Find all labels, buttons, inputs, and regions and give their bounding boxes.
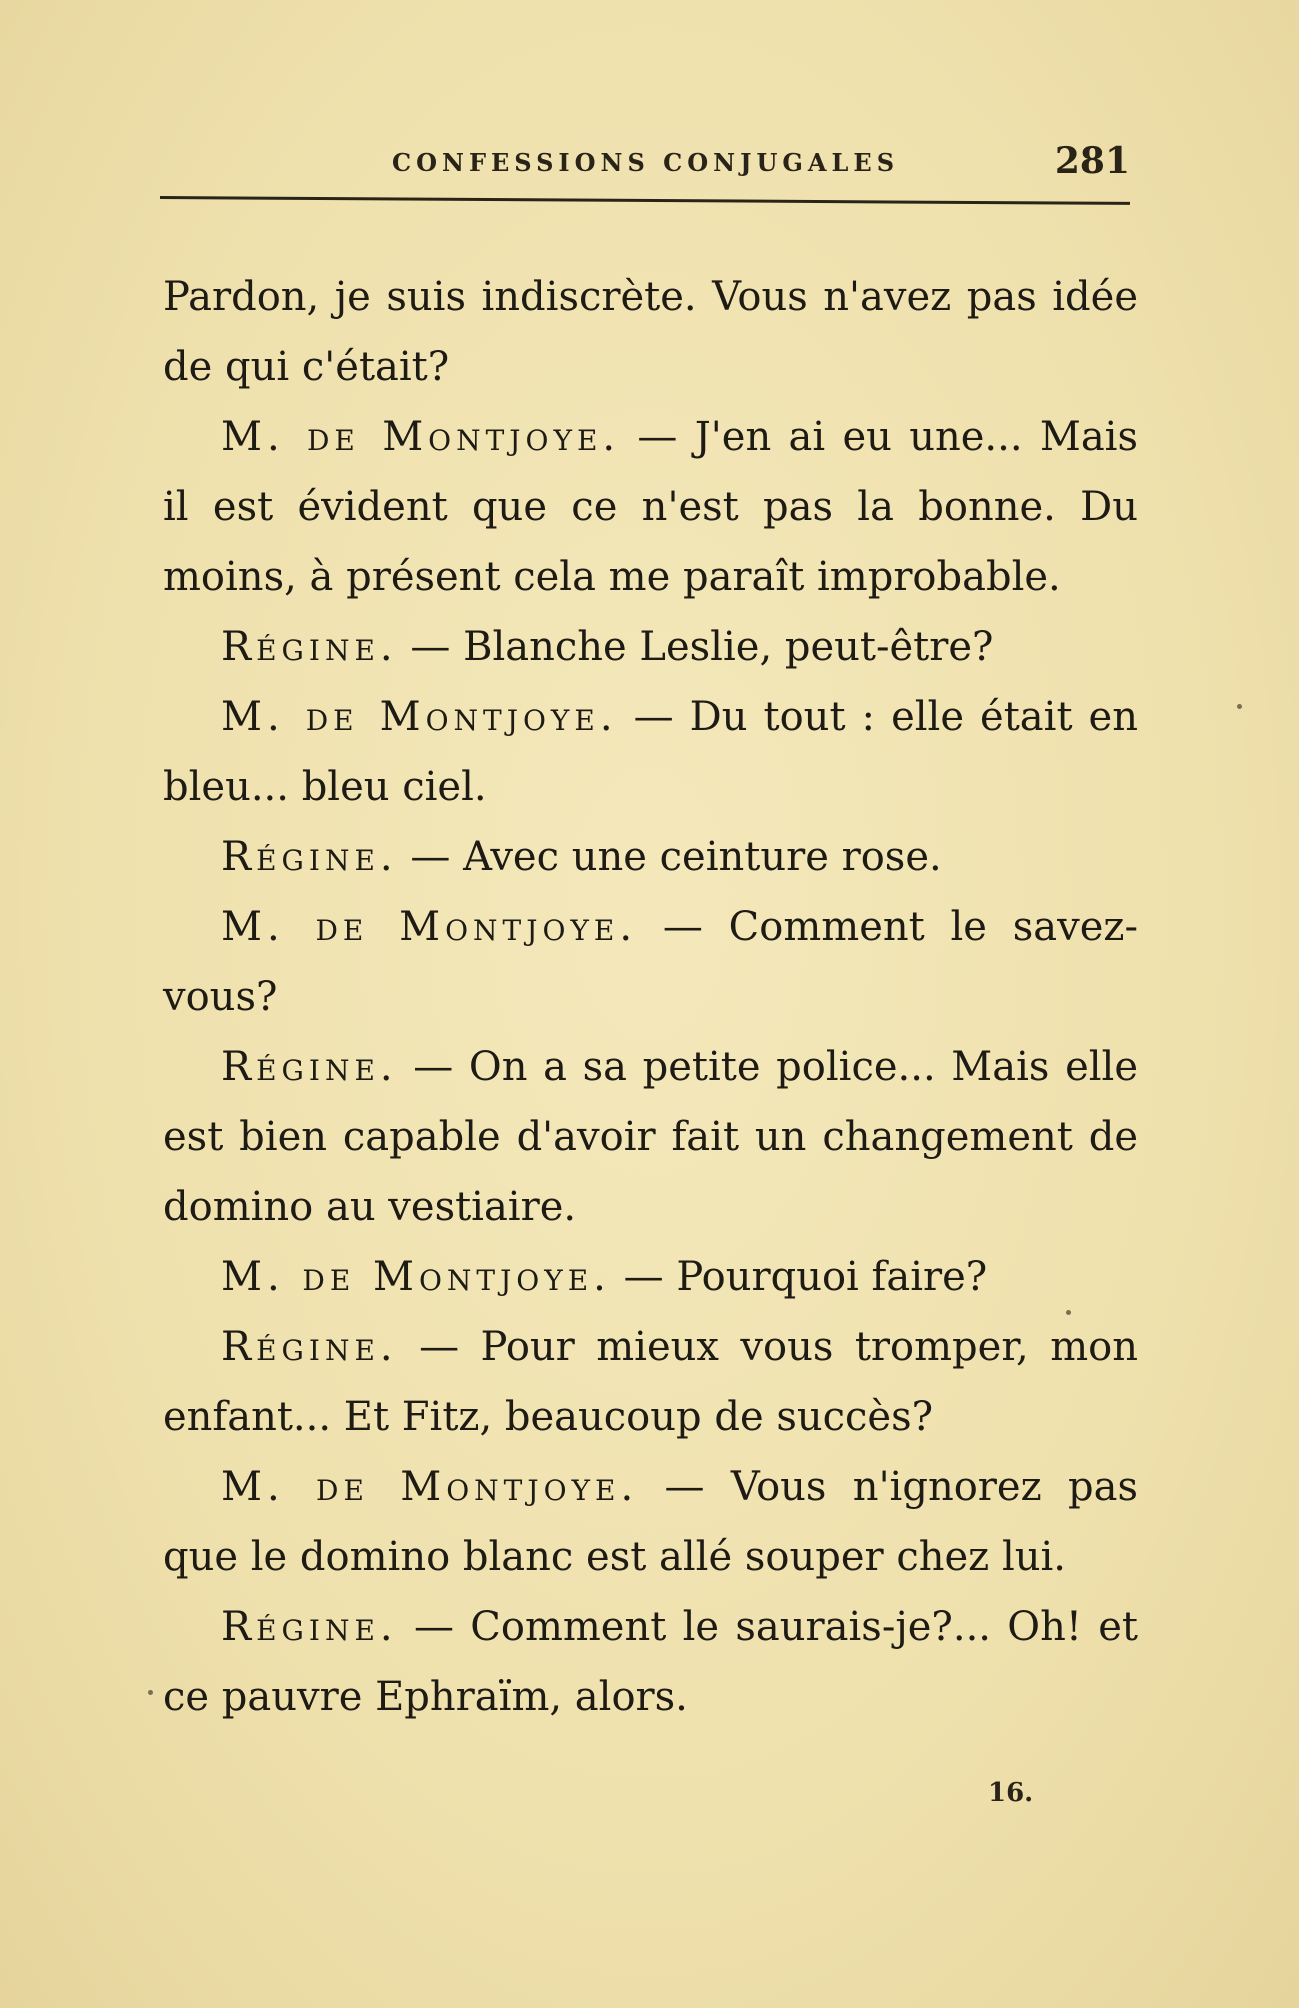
signature-mark: 16.: [988, 1778, 1034, 1808]
paragraph-8: [163, 1242, 1138, 1312]
dialogue-text: — Avec une ceinture rose.: [397, 834, 942, 880]
dialogue-text: — Du tout : elle était en bleu... bleu ciel.: [163, 694, 1138, 810]
body-text: [163, 262, 1138, 1732]
paragraph-4: [163, 682, 1138, 822]
dialogue-text: — Comment le saurais-je?... Oh! et ce pauvre Ephraïm, alors.: [163, 1604, 1138, 1720]
paragraph-7: [163, 1032, 1138, 1242]
paragraph-3: [163, 612, 1138, 682]
dialogue-text: — On a sa petite police... Mais elle est bien capable d'avoir fait un changement de domino au vestiaire.: [163, 1044, 1138, 1230]
paragraph-9: [163, 1312, 1138, 1452]
dialogue-text: — Pour mieux vous tromper, mon enfant... Et Fitz, beaucoup de succès?: [163, 1324, 1138, 1440]
running-title: CONFESSIONS CONJUGALES: [392, 148, 900, 177]
page-number: 281: [1054, 140, 1130, 182]
dialogue-text: — Vous n'ignorez pas que le domino blanc est allé souper chez lui.: [163, 1464, 1138, 1580]
dialogue-text: — Blanche Leslie, peut-être?: [397, 624, 994, 670]
paper-speck: [148, 1690, 153, 1695]
paper-speck: [1237, 704, 1242, 709]
paragraph-5: [163, 822, 1138, 892]
paragraph-6: [163, 892, 1138, 1032]
speaker-name: Régine.: [221, 1044, 398, 1090]
speaker-name: Régine.: [221, 1324, 398, 1370]
header-rule: [160, 196, 1130, 205]
dialogue-text: — Comment le savez-vous?: [163, 904, 1138, 1020]
speaker-name: M. de Montjoye.: [221, 904, 638, 950]
paragraph-10: [163, 1452, 1138, 1592]
speaker-name: Régine.: [221, 834, 398, 880]
speaker-name: Régine.: [221, 1604, 398, 1650]
dialogue-text: — J'en ai eu une... Mais il est évident que ce n'est pas la bonne. Du moins, à présent cela me paraît improbable.: [163, 414, 1138, 600]
speaker-name: M. de Montjoye.: [221, 1254, 611, 1300]
speaker-name: M. de Montjoye.: [221, 1464, 639, 1510]
speaker-name: M. de Montjoye.: [221, 414, 621, 460]
paragraph-2: [163, 402, 1138, 612]
speaker-name: M. de Montjoye.: [221, 694, 618, 740]
paragraph-11: [163, 1592, 1138, 1732]
paragraph-1: Pardon, je suis indiscrète. Vous n'avez pas idée de qui c'était?: [163, 274, 1138, 390]
speaker-name: Régine.: [221, 624, 398, 670]
page-header: [160, 140, 1130, 196]
dialogue-text: — Pourquoi faire?: [610, 1254, 988, 1300]
paper-speck: [1066, 1310, 1071, 1315]
